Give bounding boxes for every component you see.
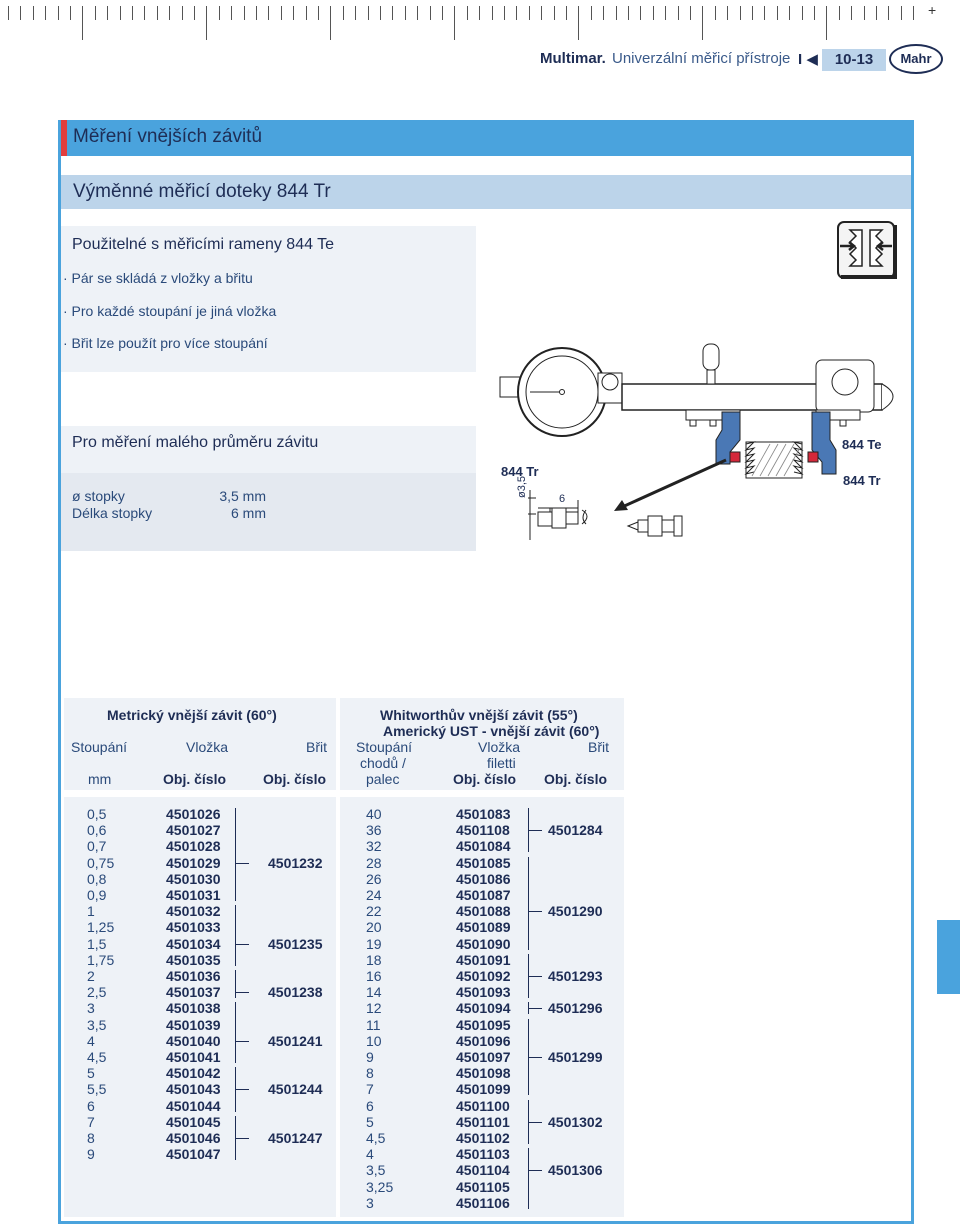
pitch-cell: 12 bbox=[366, 1000, 382, 1017]
ruler-tick bbox=[901, 6, 902, 20]
blade-order-cell: 4501238 bbox=[268, 984, 323, 1001]
pitch-cell: 3,5 bbox=[366, 1162, 386, 1179]
group-bracket bbox=[528, 857, 529, 950]
insert-order-cell: 4501090 bbox=[456, 935, 511, 952]
ruler-tick bbox=[541, 6, 542, 20]
ruler-tick bbox=[368, 6, 369, 20]
group-bracket-tick bbox=[528, 830, 542, 831]
ruler-tick bbox=[578, 6, 579, 40]
blade-order-cell: 4501235 bbox=[268, 935, 323, 952]
pitch-cell: 14 bbox=[366, 984, 382, 1001]
ruler-tick bbox=[82, 6, 83, 40]
print-ruler bbox=[0, 0, 960, 42]
unit-order: Obj. číslo bbox=[163, 771, 227, 787]
insert-order-cell: 4501039 bbox=[166, 1016, 221, 1033]
insert-order-cell: 4501094 bbox=[456, 1000, 511, 1017]
pitch-cell: 3 bbox=[366, 1194, 374, 1211]
blade-order-cell: 4501284 bbox=[548, 822, 603, 839]
group-bracket-tick bbox=[528, 1122, 542, 1123]
insert-order-cell: 4501042 bbox=[166, 1065, 221, 1082]
col-blade: Břit bbox=[306, 739, 327, 755]
pitch-cell: 3 bbox=[87, 1000, 95, 1017]
ruler-tick bbox=[653, 6, 654, 20]
ruler-tick bbox=[45, 6, 46, 20]
page-header bbox=[0, 48, 960, 72]
ruler-tick bbox=[727, 6, 728, 20]
ruler-tick bbox=[802, 6, 803, 20]
group-bracket-tick bbox=[235, 992, 249, 993]
label-844tr-probe: 844 Tr bbox=[501, 464, 539, 479]
blade-order-cell: 4501244 bbox=[268, 1081, 323, 1098]
pitch-cell: 1,25 bbox=[87, 919, 115, 936]
ruler-tick bbox=[268, 6, 269, 20]
info-panel bbox=[61, 226, 476, 372]
insert-order-cell: 4501029 bbox=[166, 854, 221, 871]
pitch-cell: 1 bbox=[87, 903, 95, 920]
ruler-tick bbox=[851, 6, 852, 20]
ruler-tick bbox=[876, 6, 877, 20]
spec-value: 3,5 mm bbox=[219, 488, 266, 504]
col-insert-sub: filetti bbox=[487, 755, 516, 771]
insert-order-cell: 4501097 bbox=[456, 1049, 511, 1065]
group-bracket-tick bbox=[528, 1008, 542, 1009]
insert-order-cell: 4501043 bbox=[166, 1081, 221, 1098]
ruler-tick bbox=[492, 6, 493, 20]
pitch-cell: 7 bbox=[366, 1081, 374, 1098]
group-bracket-tick bbox=[235, 1041, 249, 1042]
insert-order-cell: 4501030 bbox=[166, 870, 221, 887]
ruler-tick bbox=[566, 6, 567, 20]
ruler-tick bbox=[764, 6, 765, 20]
section-title: Měření vnějších závitů bbox=[73, 126, 263, 147]
pitch-cell: 11 bbox=[366, 1016, 381, 1033]
ruler-tick bbox=[777, 6, 778, 20]
ruler-tick bbox=[678, 6, 679, 20]
ruler-tick bbox=[417, 6, 418, 20]
pitch-cell: 0,9 bbox=[87, 887, 107, 903]
ruler-tick bbox=[20, 6, 21, 20]
ruler-tick bbox=[740, 6, 741, 20]
pitch-cell: 5 bbox=[87, 1065, 95, 1082]
insert-order-cell: 4501092 bbox=[456, 968, 511, 984]
ruler-tick bbox=[107, 6, 108, 20]
pitch-cell: 0,75 bbox=[87, 854, 115, 871]
group-bracket bbox=[235, 970, 236, 998]
pitch-cell: 36 bbox=[366, 822, 382, 839]
insert-order-cell: 4501106 bbox=[456, 1194, 510, 1211]
pitch-cell: 4,5 bbox=[366, 1130, 386, 1146]
insert-order-cell: 4501033 bbox=[166, 919, 221, 936]
pitch-cell: 9 bbox=[87, 1146, 95, 1163]
dim-diameter: ø3,5 bbox=[516, 475, 528, 498]
insert-order-cell: 4501096 bbox=[456, 1032, 511, 1049]
col-pitch-sub: chodů / bbox=[360, 755, 406, 771]
insert-order-cell: 4501026 bbox=[166, 806, 221, 822]
col-pitch: Stoupání bbox=[71, 739, 128, 755]
pitch-cell: 40 bbox=[366, 806, 382, 822]
ruler-tick bbox=[789, 6, 790, 20]
insert-order-cell: 4501028 bbox=[166, 838, 221, 855]
insert-order-cell: 4501104 bbox=[456, 1162, 510, 1179]
metric-title: Metrický vnější závit (60°) bbox=[107, 707, 277, 723]
insert-order-cell: 4501100 bbox=[456, 1097, 510, 1114]
insert-order-cell: 4501047 bbox=[166, 1146, 221, 1163]
mahr-logo: Mahr bbox=[889, 44, 943, 74]
info-bullet: · Pro každé stoupání je jiná vložka bbox=[63, 303, 277, 319]
ruler-tick bbox=[826, 6, 827, 40]
pitch-cell: 18 bbox=[366, 951, 382, 968]
insert-order-cell: 4501027 bbox=[166, 822, 221, 839]
ruler-tick bbox=[355, 6, 356, 20]
ruler-tick bbox=[640, 6, 641, 20]
whitworth-title: Whitworthův vnější závit (55°) bbox=[380, 707, 578, 723]
pitch-cell: 0,8 bbox=[87, 870, 107, 887]
ruler-tick bbox=[182, 6, 183, 20]
blade-order-cell: 4501241 bbox=[268, 1032, 323, 1049]
group-bracket bbox=[235, 905, 236, 966]
insert-order-cell: 4501034 bbox=[166, 935, 221, 952]
pitch-cell: 16 bbox=[366, 968, 382, 984]
ruler-tick bbox=[132, 6, 133, 20]
title-accent bbox=[61, 120, 67, 156]
insert-order-cell: 4501085 bbox=[456, 854, 511, 871]
dim-length: 6 bbox=[559, 493, 566, 505]
pitch-cell: 20 bbox=[366, 919, 382, 936]
insert-order-cell: 4501102 bbox=[456, 1130, 510, 1146]
pitch-cell: 0,5 bbox=[87, 806, 107, 822]
insert-order-cell: 4501087 bbox=[456, 887, 511, 903]
pitch-cell: 8 bbox=[366, 1065, 374, 1082]
ruler-tick bbox=[752, 6, 753, 20]
col-insert: Vložka bbox=[186, 739, 229, 755]
ruler-tick bbox=[405, 6, 406, 20]
group-bracket-tick bbox=[528, 1057, 542, 1058]
ruler-tick bbox=[293, 6, 294, 20]
ruler-tick bbox=[206, 6, 207, 40]
blade-order-cell: 4501306 bbox=[548, 1162, 603, 1179]
insert-order-cell: 4501041 bbox=[166, 1049, 221, 1065]
ruler-tick bbox=[70, 6, 71, 20]
insert-order-cell: 4501040 bbox=[166, 1032, 221, 1049]
pitch-cell: 6 bbox=[366, 1097, 374, 1114]
ruler-tick bbox=[281, 6, 282, 20]
unit-order: Obj. číslo bbox=[453, 771, 517, 787]
ruler-tick bbox=[256, 6, 257, 20]
info-heading: Použitelné s měřicími rameny 844 Te bbox=[72, 236, 335, 253]
insert-order-cell: 4501037 bbox=[166, 984, 221, 1001]
ruler-tick bbox=[306, 6, 307, 20]
ruler-tick bbox=[95, 6, 96, 20]
ruler-tick bbox=[479, 6, 480, 20]
ruler-tick bbox=[888, 6, 889, 20]
insert-order-cell: 4501045 bbox=[166, 1113, 221, 1130]
label-844tr: 844 Tr bbox=[843, 473, 881, 488]
subsection-title-bar bbox=[61, 175, 911, 209]
pitch-cell: 3,5 bbox=[87, 1016, 107, 1033]
group-bracket bbox=[528, 1148, 529, 1209]
pitch-cell: 6 bbox=[87, 1097, 95, 1114]
group-bracket-tick bbox=[528, 911, 542, 912]
pitch-cell: 32 bbox=[366, 838, 382, 855]
ruler-tick bbox=[343, 6, 344, 20]
ruler-tick bbox=[839, 6, 840, 20]
ruler-tick bbox=[120, 6, 121, 20]
group-bracket bbox=[235, 808, 236, 901]
spec-label: Délka stopky bbox=[72, 505, 153, 521]
ust-title: Americký UST - vnější závit (60°) bbox=[383, 723, 600, 739]
insert-order-cell: 4501032 bbox=[166, 903, 221, 920]
unit-mm: mm bbox=[88, 771, 112, 787]
pitch-cell: 7 bbox=[87, 1113, 95, 1130]
insert-order-cell: 4501108 bbox=[456, 822, 510, 839]
unit-order: Obj. číslo bbox=[544, 771, 608, 787]
ruler-tick bbox=[244, 6, 245, 20]
ruler-tick bbox=[864, 6, 865, 20]
insert-order-cell: 4501105 bbox=[456, 1178, 510, 1195]
catalog-subtitle: Univerzální měřicí přístroje bbox=[612, 50, 791, 67]
insert-order-cell: 4501046 bbox=[166, 1130, 221, 1146]
thread-measure-icon bbox=[836, 220, 898, 280]
ruler-tick bbox=[8, 6, 9, 20]
ruler-tick bbox=[913, 6, 914, 20]
pitch-cell: 1,75 bbox=[87, 951, 115, 968]
blade-order-cell: 4501232 bbox=[268, 854, 323, 871]
pitch-cell: 10 bbox=[366, 1032, 382, 1049]
col-insert: Vložka bbox=[478, 739, 521, 755]
registration-mark: + bbox=[928, 2, 937, 18]
group-bracket-tick bbox=[235, 863, 249, 864]
ruler-tick bbox=[169, 6, 170, 20]
group-bracket bbox=[235, 1002, 236, 1063]
ruler-tick bbox=[665, 6, 666, 20]
ruler-tick bbox=[715, 6, 716, 20]
ruler-tick bbox=[392, 6, 393, 20]
insert-order-cell: 4501098 bbox=[456, 1065, 511, 1082]
ruler-tick bbox=[454, 6, 455, 40]
insert-order-cell: 4501101 bbox=[456, 1113, 510, 1130]
pitch-cell: 8 bbox=[87, 1130, 95, 1146]
blade-order-cell: 4501296 bbox=[548, 1000, 603, 1017]
spec-values bbox=[61, 473, 476, 551]
insert-order-cell: 4501044 bbox=[166, 1097, 221, 1114]
ruler-tick bbox=[219, 6, 220, 20]
blade-order-cell: 4501293 bbox=[548, 968, 603, 984]
page-number: 10-13 bbox=[822, 49, 886, 71]
ruler-tick bbox=[690, 6, 691, 20]
brand-name: Multimar. bbox=[540, 50, 606, 67]
pitch-cell: 2 bbox=[87, 968, 95, 984]
pitch-cell: 2,5 bbox=[87, 984, 107, 1001]
pitch-cell: 4 bbox=[87, 1032, 95, 1049]
insert-order-cell: 4501035 bbox=[166, 951, 221, 968]
nav-arrow-icon: I ◀ bbox=[798, 51, 818, 68]
info-bullet: · Břit lze použít pro více stoupání bbox=[63, 335, 268, 351]
insert-order-cell: 4501036 bbox=[166, 968, 221, 984]
ruler-tick bbox=[591, 6, 592, 20]
chapter-tab bbox=[937, 920, 960, 994]
subsection-title: Výměnné měřicí doteky 844 Tr bbox=[73, 181, 331, 202]
ruler-tick bbox=[554, 6, 555, 20]
blade-order-cell: 4501290 bbox=[548, 903, 603, 920]
ruler-tick bbox=[33, 6, 34, 20]
pitch-cell: 5 bbox=[366, 1113, 374, 1130]
insert-order-cell: 4501031 bbox=[166, 887, 221, 903]
ruler-tick bbox=[157, 6, 158, 20]
insert-order-cell: 4501093 bbox=[456, 984, 511, 1001]
label-844te: 844 Te bbox=[842, 437, 882, 452]
group-bracket-tick bbox=[528, 1170, 542, 1171]
insert-order-cell: 4501089 bbox=[456, 919, 511, 936]
ruler-tick bbox=[529, 6, 530, 20]
pitch-cell: 5,5 bbox=[87, 1081, 107, 1098]
info-bullet: · Pár se skládá z vložky a břitu bbox=[63, 270, 253, 286]
ruler-tick bbox=[442, 6, 443, 20]
col-pitch-sub: palec bbox=[366, 771, 400, 787]
group-bracket-tick bbox=[235, 1138, 249, 1139]
ruler-tick bbox=[814, 6, 815, 20]
ruler-tick bbox=[318, 6, 319, 20]
ruler-tick bbox=[628, 6, 629, 20]
col-blade: Břit bbox=[588, 739, 609, 755]
ruler-tick bbox=[603, 6, 604, 20]
pitch-cell: 4,5 bbox=[87, 1049, 107, 1065]
pitch-cell: 28 bbox=[366, 854, 382, 871]
ruler-tick bbox=[330, 6, 331, 40]
pitch-cell: 24 bbox=[366, 887, 382, 903]
insert-order-cell: 4501091 bbox=[456, 951, 511, 968]
unit-order: Obj. číslo bbox=[263, 771, 327, 787]
ruler-tick bbox=[58, 6, 59, 20]
group-bracket-tick bbox=[528, 976, 542, 977]
insert-order-cell: 4501038 bbox=[166, 1000, 221, 1017]
blade-order-cell: 4501302 bbox=[548, 1113, 603, 1130]
insert-order-cell: 4501083 bbox=[456, 806, 511, 822]
insert-order-cell: 4501088 bbox=[456, 903, 511, 920]
ruler-tick bbox=[194, 6, 195, 20]
ruler-tick bbox=[467, 6, 468, 20]
ruler-tick bbox=[380, 6, 381, 20]
ruler-tick bbox=[504, 6, 505, 20]
pitch-cell: 4 bbox=[366, 1146, 374, 1163]
col-pitch: Stoupání bbox=[356, 739, 413, 755]
ruler-tick bbox=[231, 6, 232, 20]
insert-order-cell: 4501084 bbox=[456, 838, 511, 855]
spec-label: ø stopky bbox=[72, 488, 125, 504]
blade-order-cell: 4501247 bbox=[268, 1130, 323, 1146]
pitch-cell: 3,25 bbox=[366, 1178, 394, 1195]
ruler-tick bbox=[430, 6, 431, 20]
pitch-cell: 26 bbox=[366, 870, 382, 887]
ruler-tick bbox=[616, 6, 617, 20]
insert-order-cell: 4501103 bbox=[456, 1146, 510, 1163]
insert-order-cell: 4501095 bbox=[456, 1016, 511, 1033]
ruler-tick bbox=[144, 6, 145, 20]
pitch-cell: 22 bbox=[366, 903, 382, 920]
insert-order-cell: 4501086 bbox=[456, 870, 511, 887]
pitch-cell: 1,5 bbox=[87, 935, 107, 952]
spec-heading: Pro měření malého průměru závitu bbox=[72, 434, 319, 451]
ruler-tick bbox=[516, 6, 517, 20]
pitch-cell: 19 bbox=[366, 935, 382, 952]
pitch-cell: 0,7 bbox=[87, 838, 107, 855]
spec-value: 6 mm bbox=[231, 505, 266, 521]
section-title-bar bbox=[61, 120, 911, 156]
pitch-cell: 9 bbox=[366, 1049, 374, 1065]
ruler-tick bbox=[702, 6, 703, 40]
group-bracket-tick bbox=[235, 944, 249, 945]
pitch-cell: 0,6 bbox=[87, 822, 107, 839]
insert-order-cell: 4501099 bbox=[456, 1081, 511, 1098]
blade-order-cell: 4501299 bbox=[548, 1049, 603, 1065]
group-bracket-tick bbox=[235, 1089, 249, 1090]
